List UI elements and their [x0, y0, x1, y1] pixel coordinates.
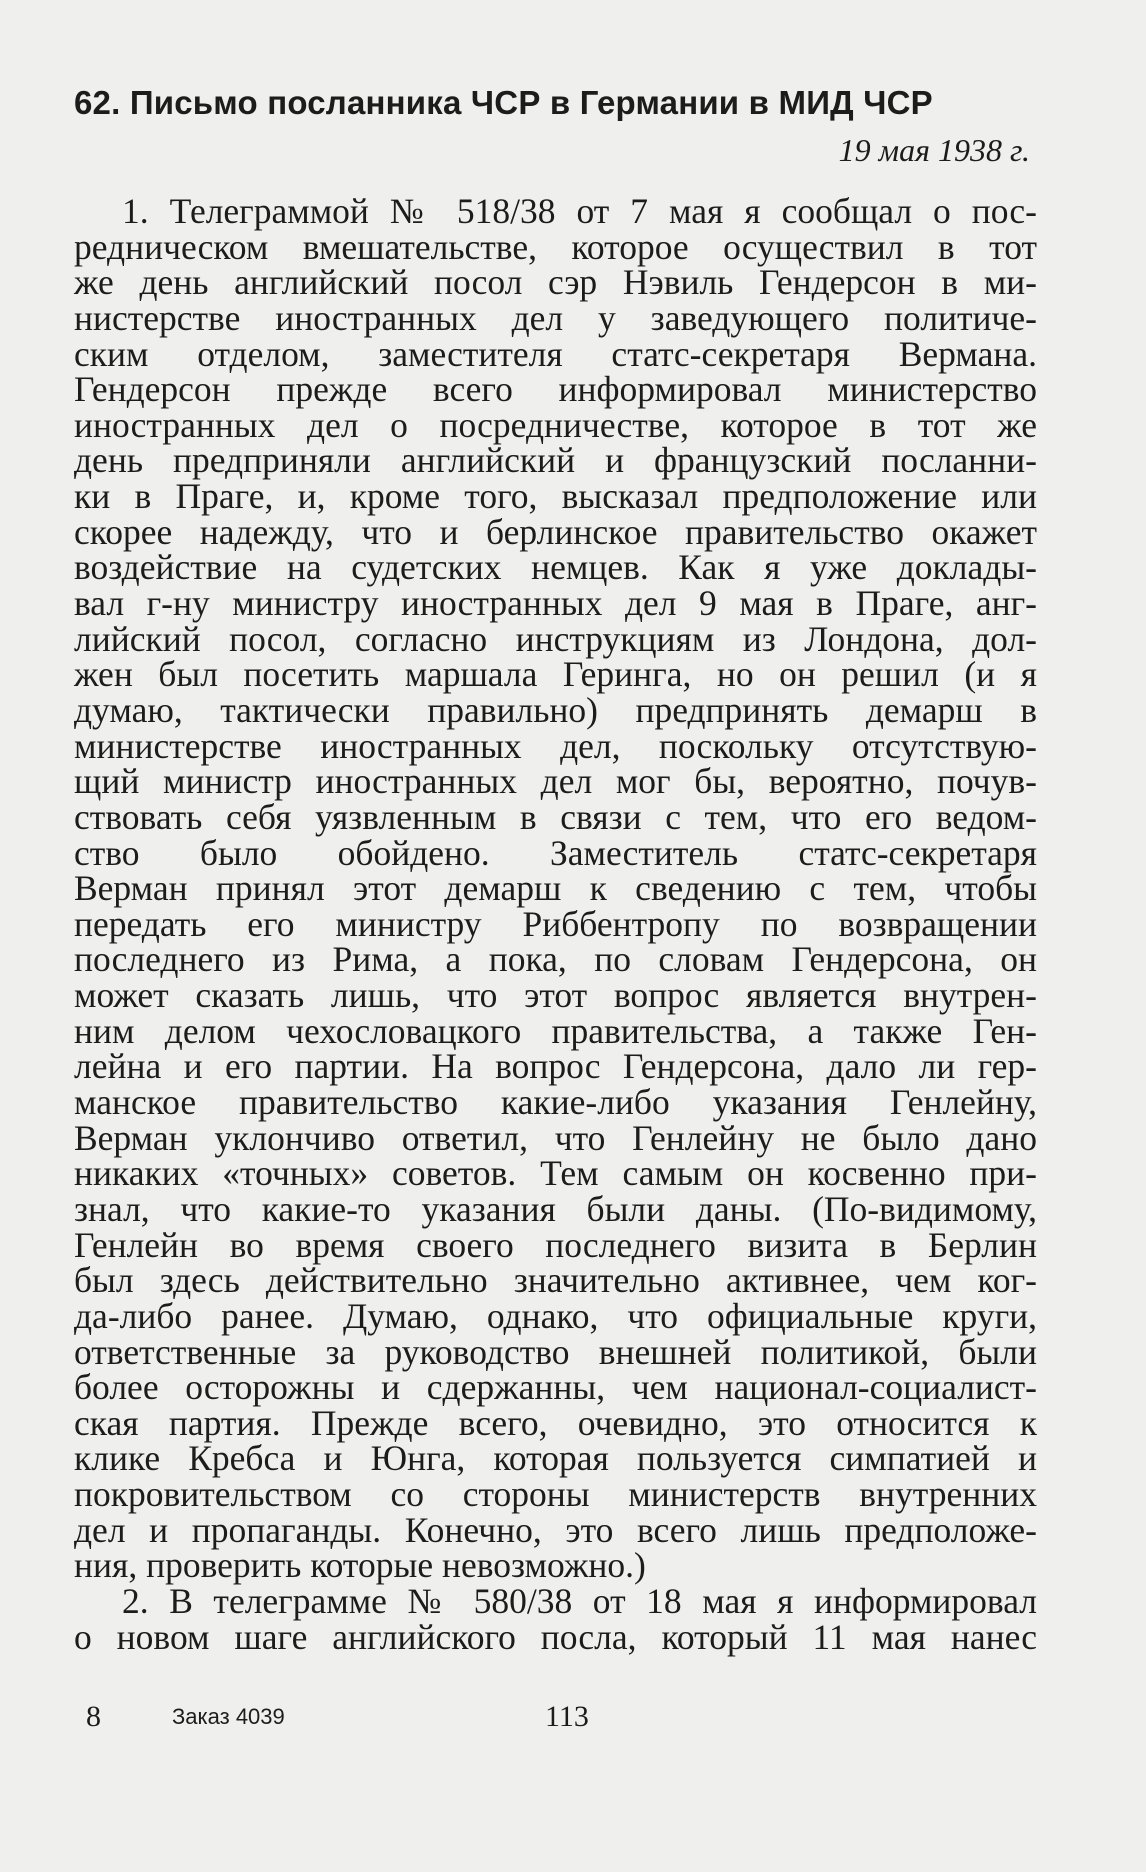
- text-line: ская партия. Прежде всего, очевидно, это относится к: [74, 1402, 1037, 1443]
- text-line: думаю, тактически правильно) предпринять демарш в: [74, 689, 1037, 730]
- text-line: министерстве иностранных дел, поскольку отсутствую-: [74, 725, 1037, 766]
- text-line: ки в Праге, и, кроме того, высказал предположение или: [74, 476, 1037, 517]
- text-line: клике Кребса и Юнга, которая пользуется симпатией и: [74, 1438, 1037, 1479]
- text-line: последнего из Рима, а пока, по словам Гендерсона, он: [74, 939, 1037, 980]
- text-line: Генлейн во время своего последнего визита в Берлин: [74, 1224, 1037, 1265]
- text-line: ния, проверить которые невозможно.): [74, 1545, 646, 1586]
- text-line: день предприняли английский и французский посланни-: [74, 440, 1037, 481]
- order-number: Заказ 4039: [172, 1704, 285, 1729]
- text-line: ство было обойдено. Заместитель статс-секретаря: [74, 832, 1037, 873]
- text-line: же день английский посол сэр Нэвиль Гендерсон в ми-: [74, 262, 1037, 303]
- text-line: щий министр иностранных дел мог бы, вероятно, почув-: [74, 761, 1037, 802]
- text-line: был здесь действительно значительно активнее, чем ког-: [74, 1260, 1037, 1301]
- text-line: скорее надежду, что и берлинское правительство окажет: [74, 511, 1037, 552]
- text-line: да-либо ранее. Думаю, однако, что официальные круги,: [74, 1295, 1037, 1336]
- text-line: Верман принял этот демарш к сведению с тем, чтобы: [74, 868, 1037, 909]
- page-footer: [0, 1697, 1146, 1737]
- text-line: манское правительство какие-либо указания Генлейну,: [74, 1082, 1037, 1123]
- text-line: покровительством со стороны министерств внутренних: [74, 1474, 1037, 1515]
- text-line: Гендерсон прежде всего информировал министерство: [74, 369, 1037, 410]
- text-line: вал г-ну министру иностранных дел 9 мая в Праге, анг-: [74, 583, 1037, 624]
- document-body: [74, 191, 1037, 1657]
- text-line: нистерстве иностранных дел у заведующего политиче-: [74, 297, 1037, 338]
- text-line: никаких «точных» советов. Тем самым он косвенно при-: [74, 1153, 1037, 1194]
- text-line: ним делом чехословацкого правительства, а также Ген-: [74, 1010, 1037, 1051]
- text-line: лейна и его партии. На вопрос Гендерсона, дало ли гер-: [74, 1046, 1037, 1087]
- document-heading: 62. Письмо посланника ЧСР в Германии в МИД ЧСР: [74, 84, 933, 121]
- text-line: более осторожны и сдержанны, чем национал-социалист-: [74, 1367, 1037, 1408]
- text-line: ответственные за руководство внешней политикой, были: [74, 1331, 1037, 1372]
- text-line: передать его министру Риббентропу по возвращении: [74, 903, 1037, 944]
- text-line: 1. Телеграммой № 518/38 от 7 мая я сообщал о пос-: [122, 191, 1037, 231]
- text-line: жен был посетить маршала Геринга, но он решил (и я: [74, 654, 1037, 695]
- text-line: о новом шаге английского посла, который 11 мая нанес: [74, 1616, 1037, 1657]
- text-line: лийский посол, согласно инструкциям из Лондона, дол-: [74, 618, 1037, 659]
- document-date: 19 мая 1938 г.: [838, 132, 1030, 168]
- text-line: ским отделом, заместителя статс-секретаря Вермана.: [74, 333, 1037, 374]
- text-line: Верман уклончиво ответил, что Генлейну не было дано: [74, 1117, 1037, 1158]
- text-line: 2. В телеграмме № 580/38 от 18 мая я информировал: [122, 1580, 1037, 1621]
- text-line: иностранных дел о посредничестве, которое в тот же: [74, 404, 1037, 445]
- page-number: 113: [545, 1700, 589, 1733]
- text-line: воздействие на судетских немцев. Как я уже доклады-: [74, 547, 1037, 588]
- text-line: может сказать лишь, что этот вопрос является внутрен-: [74, 975, 1037, 1016]
- signature-mark: 8: [86, 1700, 101, 1733]
- text-line: дел и пропаганды. Конечно, это всего лишь предположе-: [74, 1509, 1037, 1550]
- text-line: ствовать себя уязвленным в связи с тем, что его ведом-: [74, 796, 1037, 837]
- text-line: знал, что какие-то указания были даны. (По-видимому,: [74, 1188, 1037, 1229]
- text-line: редническом вмешательстве, которое осуществил в тот: [74, 226, 1037, 267]
